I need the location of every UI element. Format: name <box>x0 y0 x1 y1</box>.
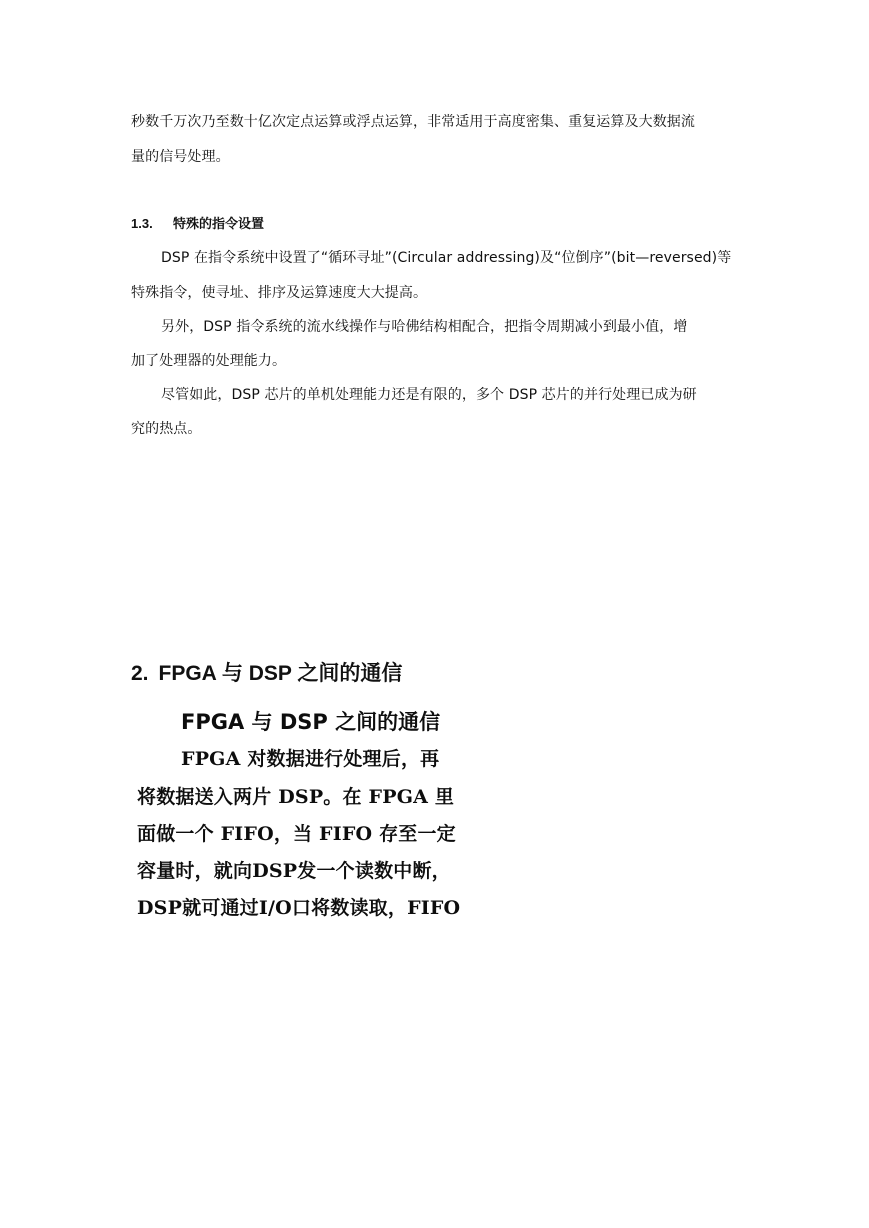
section-title: FPGA 与 DSP 之间的通信 <box>158 662 403 685</box>
pipeline-line-2: 加了处理器的处理能力。 <box>131 353 287 369</box>
scanned-excerpt-line-3: 面做一个 FIFO，当 FIFO 存至一定 <box>137 823 456 845</box>
scanned-excerpt-line-1: FPGA 对数据进行处理后，再 <box>181 748 440 770</box>
scanned-excerpt-title: FPGA 与 DSP 之间的通信 <box>181 710 441 734</box>
section-number: 1.3. <box>131 216 153 231</box>
scanned-excerpt-image <box>131 700 493 932</box>
scanned-excerpt-line-2: 将数据送入两片 DSP。在 FPGA 里 <box>137 786 455 808</box>
scanned-excerpt-line-4: 容量时，就向DSP发一个读数中断， <box>137 860 451 882</box>
section-heading-1-3 <box>131 215 264 233</box>
intro-line-2: 量的信号处理。 <box>131 149 230 165</box>
section-title: 特殊的指令设置 <box>173 216 265 231</box>
parallel-line-1: 尽管如此，DSP 芯片的单机处理能力还是有限的，多个 DSP 芯片的并行处理已成为研 <box>161 387 697 403</box>
pipeline-line-1: 另外，DSP 指令系统的流水线操作与哈佛结构相配合，把指令周期减小到最小值，增 <box>161 319 688 335</box>
instructions-line-1: DSP 在指令系统中设置了“循环寻址”(Circular addressing)及“位倒序”(bit—reversed)等 <box>161 250 732 266</box>
section-heading-2 <box>131 660 402 688</box>
parallel-line-2: 究的热点。 <box>131 421 202 437</box>
instructions-line-2: 特殊指令，使寻址、排序及运算速度大大提高。 <box>131 285 428 301</box>
intro-line-1: 秒数千万次乃至数十亿次定点运算或浮点运算，非常适用于高度密集、重复运算及大数据流 <box>131 114 695 130</box>
scanned-excerpt-line-5: DSP就可通过I/O口将数读取，FIFO <box>137 897 461 919</box>
section-number: 2. <box>131 662 149 685</box>
